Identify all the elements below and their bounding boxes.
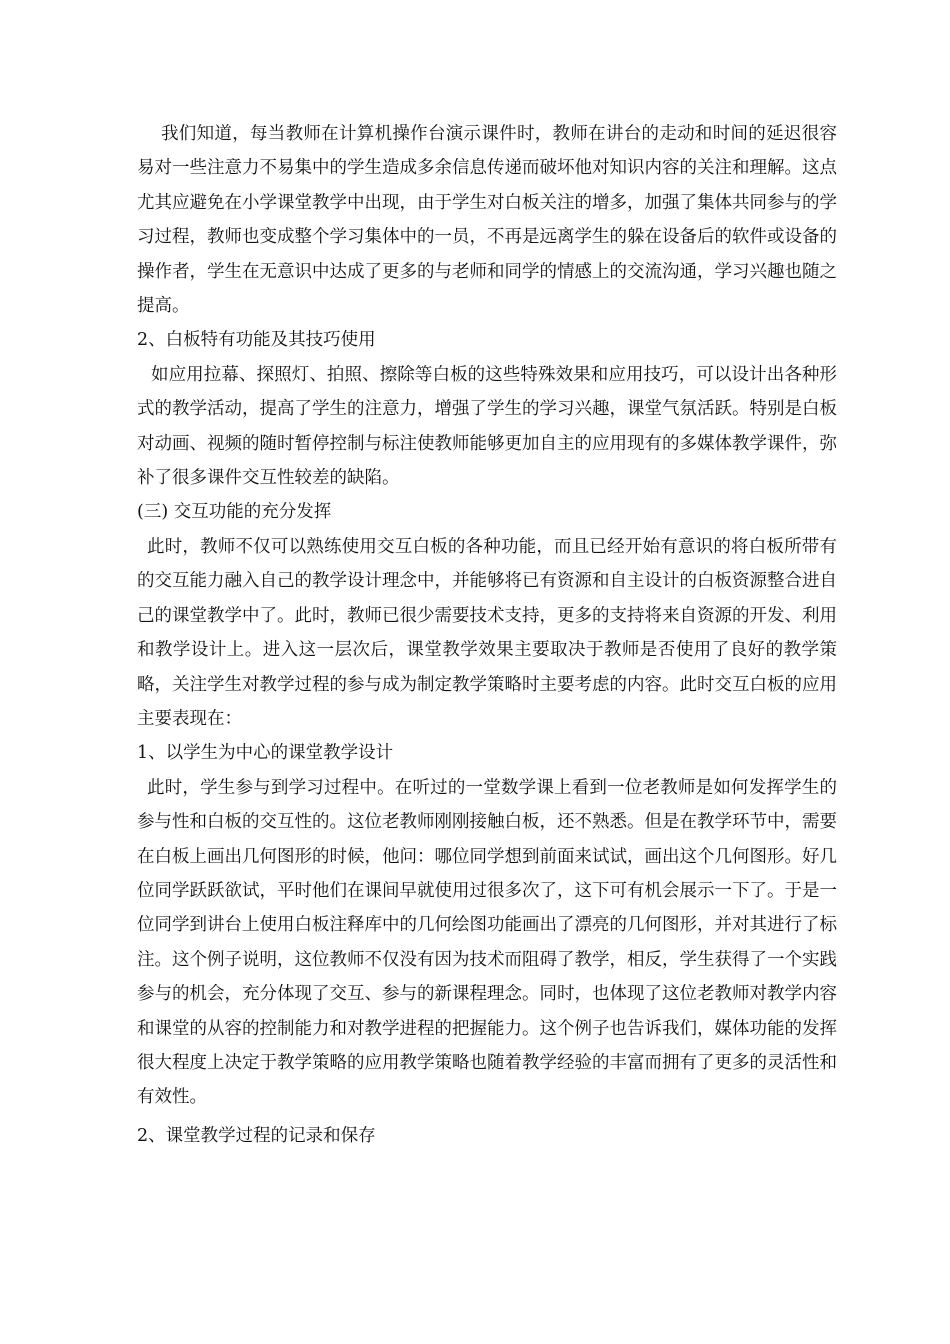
paragraph-special-effects: 如应用拉幕、探照灯、拍照、擦除等白板的这些特殊效果和应用技巧，可以设计出各种形式的教学活动，提高了学生的注意力，增强了学生的学习兴趣，课堂气氛活跃。特别是白板对动画、视频的随时暂停控制与标注使教师能够更加自主的应用现有的多媒体教学课件，弥补了很多课件交互性较差的缺陷。 [137,364,837,489]
paragraph-whiteboard-attention: 我们知道，每当教师在计算机操作台演示课件时，教师在讲台的走动和时间的延迟很容易对一些注意力不易集中的学生造成多余信息传递而破坏他对知识内容的关注和理解。这点尤其应避免在小学课堂教学中出现，由于学生对白板关注的增多，加强了集体共同参与的学习过程，教师也变成整个学习集体中的一员，不再是远离学生的躲在设备后的软件或设备的操作者，学生在无意识中达成了更多的与老师和同学的情感上的交流沟通，学习兴趣也随之提高。 [137,124,837,317]
subheading-student-centered: 1、以学生为中心的课堂教学设计 [137,743,394,764]
subheading-recording-saving: 2、课堂教学过程的记录和保存 [137,1125,376,1146]
document-body [137,117,837,1153]
paragraph-math-class-example: 此时，学生参与到学习过程中。在听过的一堂数学课上看到一位老教师是如何发挥学生的参与性和白板的交互性的。这位老教师刚刚接触白板，还不熟悉。但是在教学环节中，需要在白板上画出几何图形的时候，他问：哪位同学想到前面来试试，画出这个几何图形。好几位同学跃跃欲试，平时他们在课间早就使用过很多次了，这下可有机会展示一下了。于是一位同学到讲台上使用白板注释库中的几何绘图功能画出了漂亮的几何图形，并对其进行了标注。这个例子说明，这位教师不仅没有因为技术而阻碍了教学，相反，学生获得了一个实践参与的机会，充分体现了交互、参与的新课程理念。同时，也体现了这位老教师对教学内容和课堂的从容的控制能力和对教学进程的把握能力。这个例子也告诉我们，媒体功能的发挥很大程度上决定于教学策略的应用教学策略也随着教学经验的丰富而拥有了更多的灵活性和有效性。 [137,777,837,1108]
subheading-whiteboard-features: 2、白板特有功能及其技巧使用 [137,330,376,351]
section-heading-interaction: (三) 交互功能的充分发挥 [137,502,332,523]
paragraph-interactive-design: 此时，教师不仅可以熟练使用交互白板的各种功能，而且已经开始有意识的将白板所带有的交互能力融入自己的教学设计理念中，并能够将已有资源和自主设计的白板资源整合进自己的课堂教学中了。此时，教师已很少需要技术支持，更多的支持将来自资源的开发、利用和教学设计上。进入这一层次后，课堂教学效果主要取决于教师是否使用了良好的教学策略，关注学生对教学过程的参与成为制定教学策略时主要考虑的内容。此时交互白板的应用主要表现在： [137,536,837,729]
